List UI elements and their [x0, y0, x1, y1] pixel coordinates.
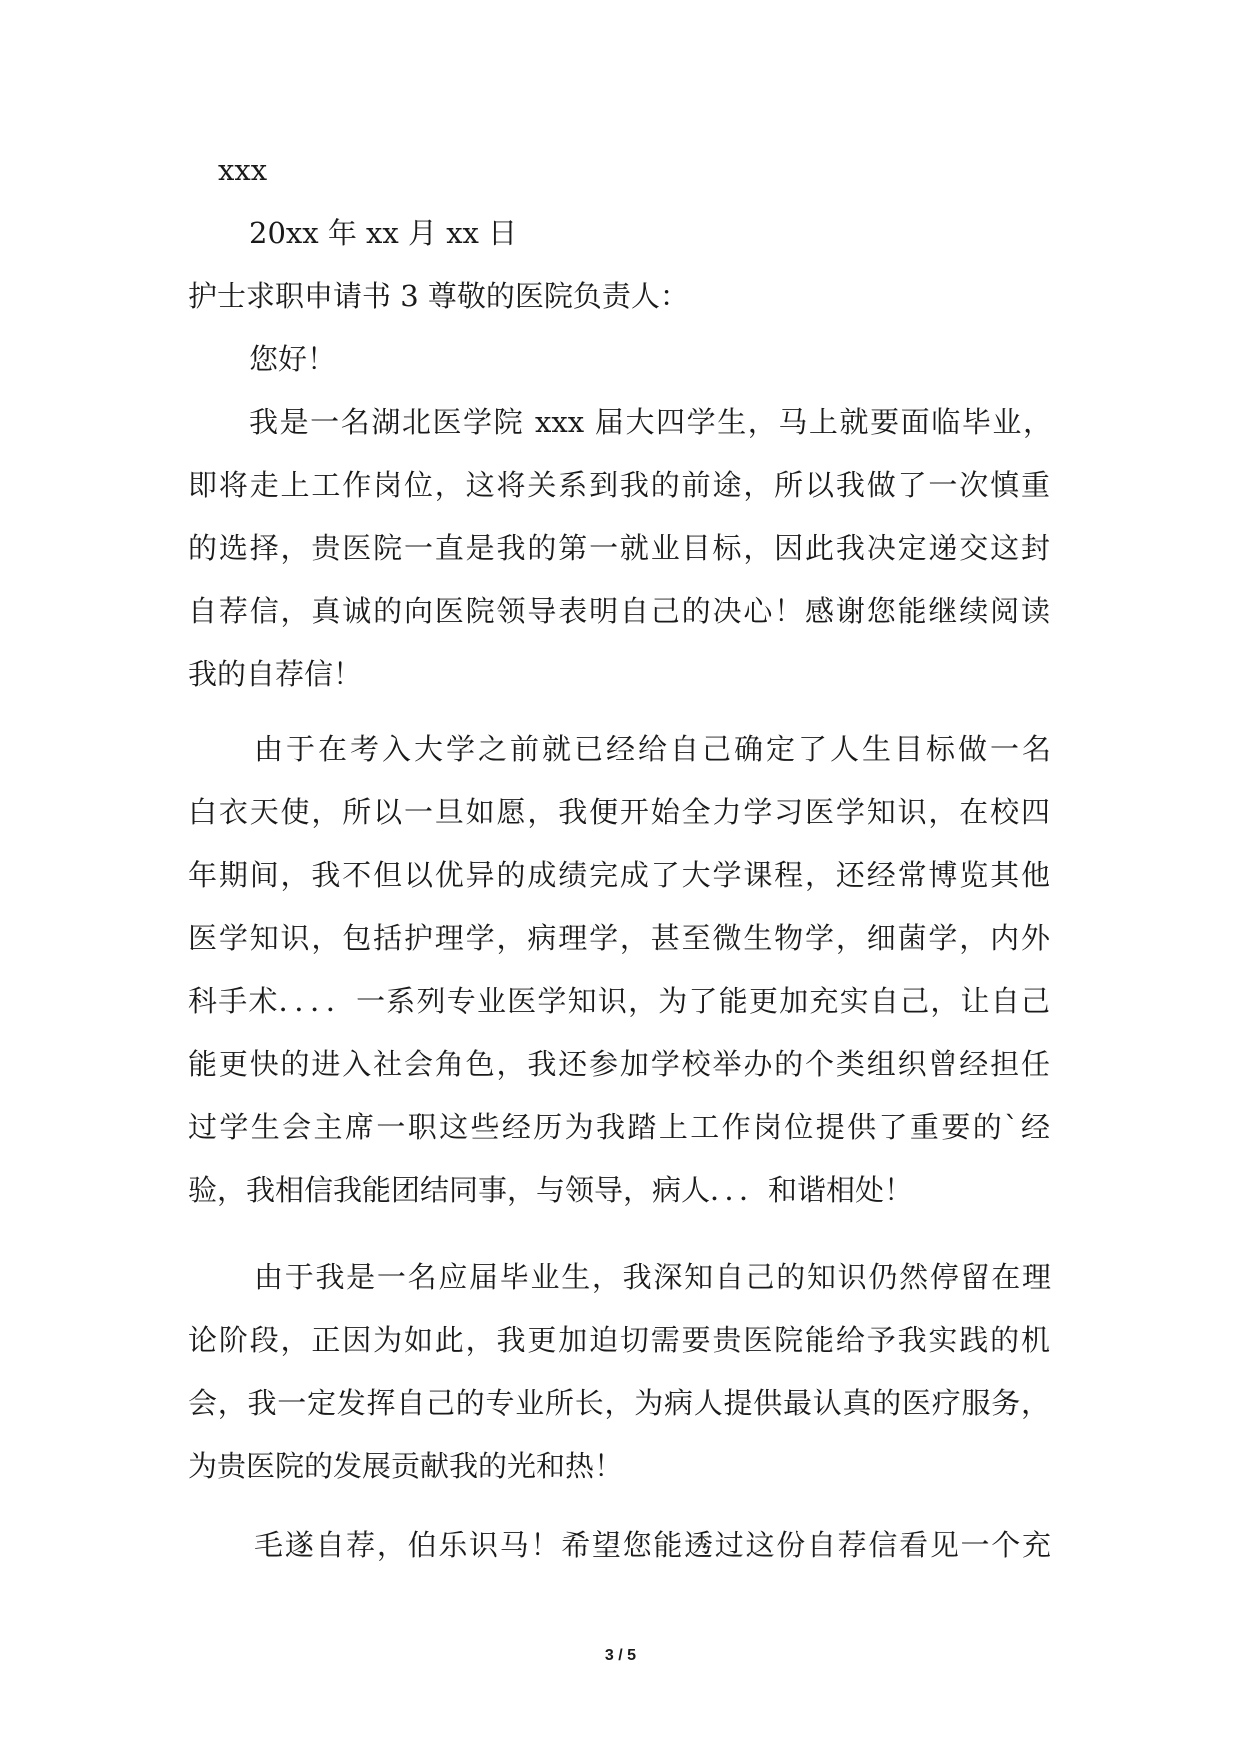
signature-name: xxx: [218, 153, 268, 187]
letter-date: 20xx 年 xx 月 xx 日: [249, 216, 518, 250]
body-line-9: 医学知识，包括护理学，病理学，甚至微生物学，细菌学，内外: [188, 921, 1050, 955]
page-number: 3 / 5: [604, 1647, 637, 1664]
greeting: 您好！: [249, 342, 337, 376]
body-line-14: 由于我是一名应届毕业生，我深知自己的知识仍然停留在理: [254, 1260, 1051, 1294]
body-line-12: 过学生会主席一职这些经历为我踏上工作岗位提供了重要的`经: [188, 1110, 1050, 1144]
letter-heading: 护士求职申请书 3 尊敬的医院负责人：: [188, 279, 689, 313]
body-line-4: 自荐信，真诚的向医院领导表明自己的决心！感谢您能继续阅读: [188, 594, 1050, 628]
body-line-10: 科手术．．．．一系列专业医学知识，为了能更加充实自己，让自己: [188, 984, 1050, 1018]
body-line-1: 我是一名湖北医学院 xxx 届大四学生，马上就要面临毕业，: [249, 405, 1052, 439]
body-line-7: 白衣天使，所以一旦如愿，我便开始全力学习医学知识，在校四: [188, 795, 1050, 829]
body-line-8: 年期间，我不但以优异的成绩完成了大学课程，还经常博览其他: [188, 858, 1050, 892]
body-line-16: 会，我一定发挥自己的专业所长，为病人提供最认真的医疗服务，: [188, 1386, 1050, 1420]
body-line-3: 的选择，贵医院一直是我的第一就业目标，因此我决定递交这封: [188, 531, 1050, 565]
body-line-5: 我的自荐信！: [188, 657, 363, 691]
body-line-18: 毛遂自荐，伯乐识马！希望您能透过这份自荐信看见一个充: [254, 1528, 1051, 1562]
body-line-11: 能更快的进入社会角色，我还参加学校举办的个类组织曾经担任: [188, 1047, 1050, 1081]
body-line-15: 论阶段，正因为如此，我更加迫切需要贵医院能给予我实践的机: [188, 1323, 1050, 1357]
body-line-2: 即将走上工作岗位，这将关系到我的前途，所以我做了一次慎重: [188, 468, 1050, 502]
body-line-6: 由于在考入大学之前就已经给自己确定了人生目标做一名: [254, 732, 1051, 766]
body-line-17: 为贵医院的发展贡献我的光和热！: [188, 1449, 624, 1483]
body-line-13: 验，我相信我能团结同事，与领导，病人．．．和谐相处！: [188, 1173, 914, 1207]
